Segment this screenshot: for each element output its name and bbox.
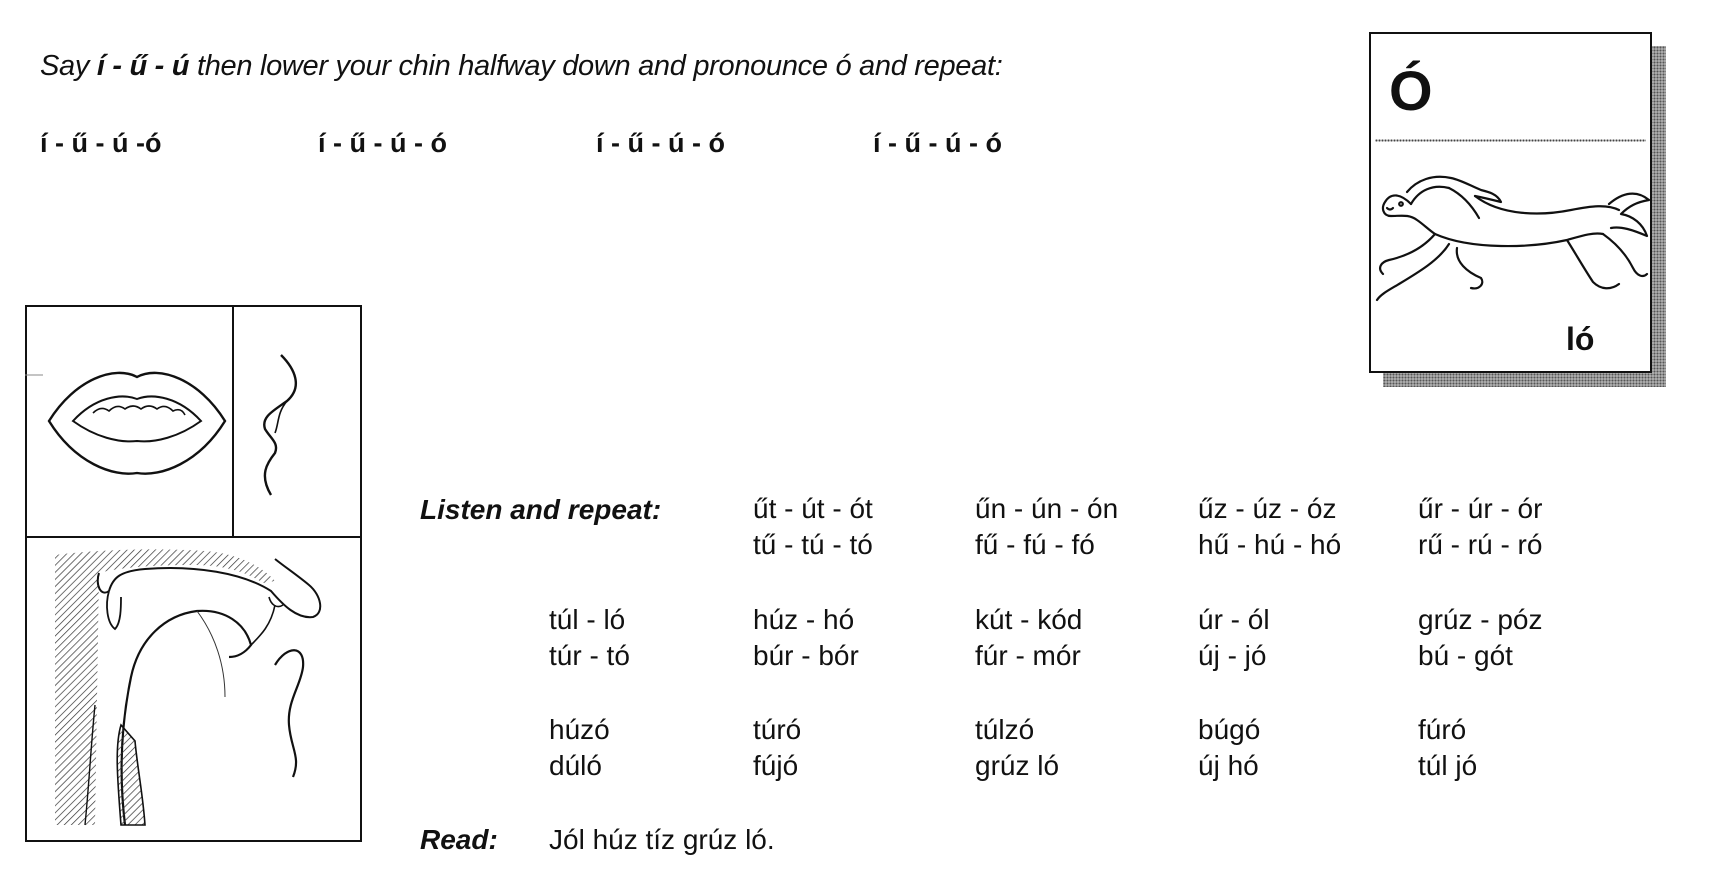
word: dúló [549, 750, 602, 781]
read-sentence: Jól húz tíz grúz ló. [549, 824, 775, 855]
word: kút - kód [975, 604, 1083, 635]
instruction-suffix: then lower your chin halfway down and pronounce ó and repeat: [189, 50, 1003, 82]
word: fúr - mór [975, 640, 1081, 671]
word-pair [1198, 491, 1341, 563]
word: új hó [1198, 750, 1259, 781]
word: túlzó [975, 714, 1035, 745]
listen-label: Listen and repeat: [420, 494, 662, 525]
word-pair [549, 602, 630, 674]
letter-card [1369, 32, 1666, 387]
word: túr - tó [549, 640, 630, 671]
word: rű - rú - ró [1418, 529, 1543, 560]
drill-item: í - ű - ú -ó [40, 128, 162, 158]
word: túró [753, 714, 802, 745]
word-pair [975, 712, 1059, 784]
drill-item: í - ű - ú - ó [873, 128, 1002, 158]
word: búr - bór [753, 640, 859, 671]
word: grúz - póz [1418, 604, 1543, 635]
word-pair [753, 712, 801, 784]
card-face [1369, 32, 1652, 373]
word: bú - gót [1418, 640, 1513, 671]
word: túl jó [1418, 750, 1478, 781]
word: űz - úz - óz [1198, 493, 1337, 524]
word-pair [975, 491, 1118, 563]
word: úr - ól [1198, 604, 1270, 635]
word-pair [1198, 712, 1260, 784]
word: új - jó [1198, 640, 1267, 671]
drill-item: í - ű - ú - ó [318, 128, 447, 158]
word: fű - fú - fó [975, 529, 1095, 560]
word: grúz ló [975, 750, 1060, 781]
card-divider [1375, 139, 1646, 142]
instruction-sounds: í - ű - ú [96, 50, 190, 82]
word: űt - út - ót [753, 493, 873, 524]
card-letter: Ó [1389, 59, 1433, 122]
word: tű - tú - tó [753, 529, 873, 560]
word: húzó [549, 714, 610, 745]
word-pair [753, 602, 859, 674]
word: fújó [753, 750, 799, 781]
horse-icon [1371, 144, 1650, 324]
word: űr - úr - ór [1418, 493, 1543, 524]
articulation-diagram [25, 305, 362, 842]
instruction-prefix: Say [40, 50, 97, 82]
drill-item: í - ű - ú - ó [596, 128, 725, 158]
word: búgó [1198, 714, 1261, 745]
word-pair [975, 602, 1082, 674]
card-word: ló [1566, 321, 1595, 357]
instruction [40, 50, 1002, 83]
word-pair [753, 491, 873, 563]
word: fúró [1418, 714, 1467, 745]
word-pair [1198, 602, 1270, 674]
word: űn - ún - ón [975, 493, 1119, 524]
word-pair [1418, 602, 1543, 674]
read-label: Read: [420, 824, 498, 855]
word-pair [1418, 491, 1542, 563]
word-pair [549, 712, 610, 784]
word: hű - hú - hó [1198, 529, 1342, 560]
word: túl - ló [549, 604, 626, 635]
word-pair [1418, 712, 1477, 784]
word: húz - hó [753, 604, 855, 635]
